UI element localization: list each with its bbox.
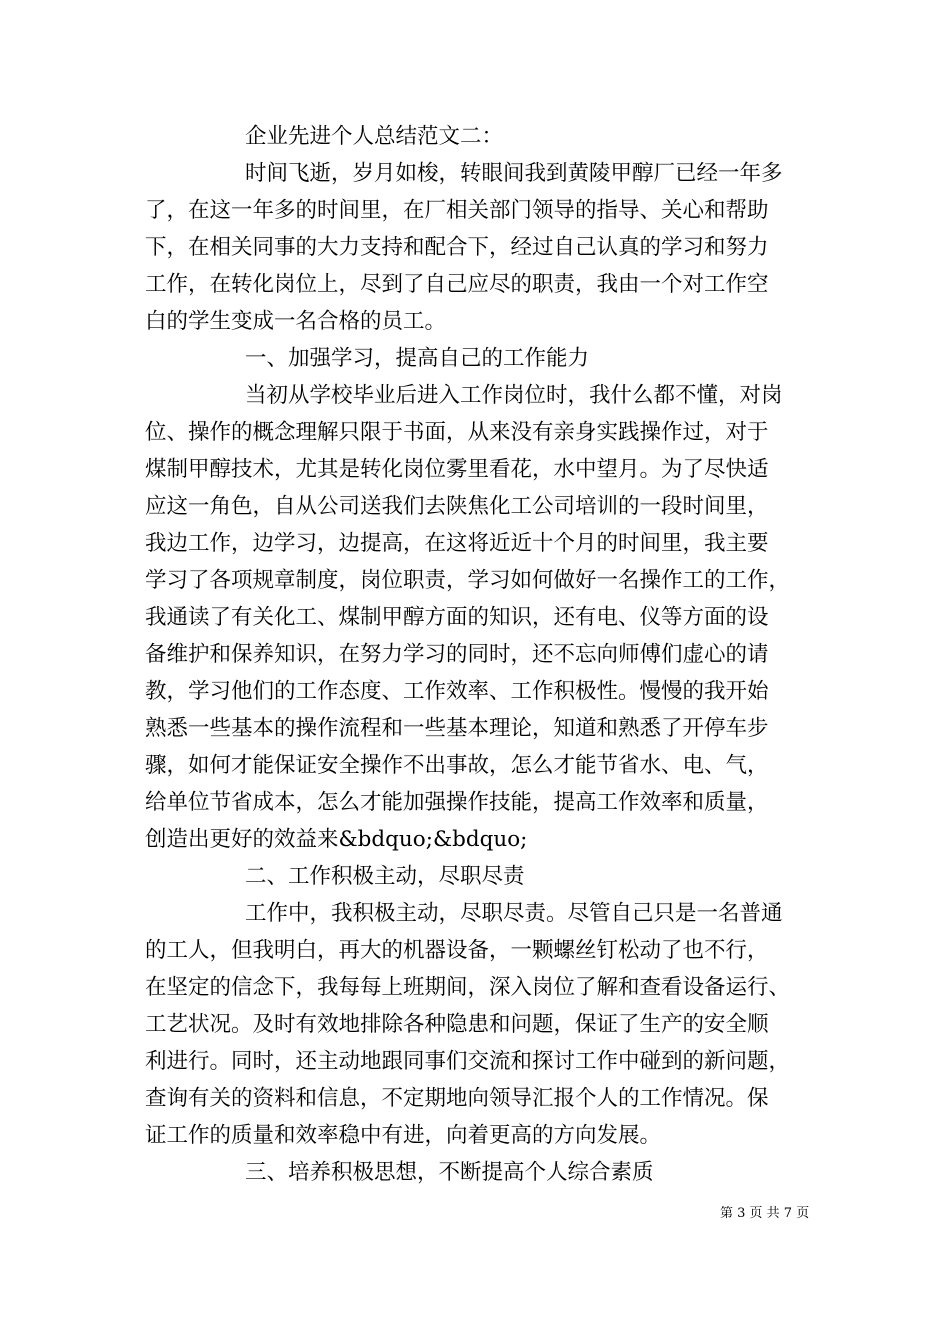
heading-two: 二、工作积极主动，尽职尽责 xyxy=(245,864,525,889)
paragraph-line: 熟悉一些基本的操作流程和一些基本理论，知道和熟悉了开停车步 xyxy=(145,716,769,741)
paragraph-line: 工作中，我积极主动，尽职尽责。尽管自己只是一名普通 xyxy=(245,901,783,926)
paragraph-line: 教，学习他们的工作态度、工作效率、工作积极性。慢慢的我开始 xyxy=(145,679,769,704)
paragraph-line: 我边工作，边学习，边提高，在这将近近十个月的时间里，我主要 xyxy=(145,531,769,556)
paragraph-line: 在坚定的信念下，我每每上班期间，深入岗位了解和查看设备运行、 xyxy=(145,975,791,1000)
paragraph-line: 给单位节省成本，怎么才能加强操作技能，提高工作效率和质量， xyxy=(145,790,769,815)
paragraph-line: 应这一角色，自从公司送我们去陕焦化工公司培训的一段时间里， xyxy=(145,494,769,519)
paragraph-line: 当初从学校毕业后进入工作岗位时，我什么都不懂，对岗 xyxy=(245,383,783,408)
paragraph-line: 我通读了有关化工、煤制甲醇方面的知识，还有电、仪等方面的设 xyxy=(145,605,769,630)
paragraph-line: 利进行。同时，还主动地跟同事们交流和探讨工作中碰到的新问题， xyxy=(145,1049,791,1074)
paragraph-line: 查询有关的资料和信息，不定期地向领导汇报个人的工作情况。保 xyxy=(145,1086,769,1111)
heading-one: 一、加强学习，提高自己的工作能力 xyxy=(245,346,590,371)
paragraph-line: 下，在相关同事的大力支持和配合下，经过自己认真的学习和努力 xyxy=(145,235,769,260)
paragraph-line: 煤制甲醇技术，尤其是转化岗位雾里看花，水中望月。为了尽快适 xyxy=(145,457,769,482)
paragraph-line: 了，在这一年多的时间里，在厂相关部门领导的指导、关心和帮助 xyxy=(145,198,769,223)
paragraph-line: 证工作的质量和效率稳中有进，向着更高的方向发展。 xyxy=(145,1123,662,1148)
paragraph-line: 位、操作的概念理解只限于书面，从来没有亲身实践操作过，对于 xyxy=(145,420,769,445)
paragraph-line: 工艺状况。及时有效地排除各种隐患和问题，保证了生产的安全顺 xyxy=(145,1012,769,1037)
paragraph-line: 白的学生变成一名合格的员工。 xyxy=(145,309,447,334)
paragraph-line: 创造出更好的效益来&bdquo;&bdquo; xyxy=(145,827,528,852)
paragraph-line: 备维护和保养知识，在努力学习的同时，还不忘向师傅们虚心的请 xyxy=(145,642,769,667)
paragraph-line: 骤，如何才能保证安全操作不出事故，怎么才能节省水、电、气， xyxy=(145,753,769,778)
section-title: 企业先进个人总结范文二： xyxy=(245,124,504,149)
paragraph-line: 工作，在转化岗位上，尽到了自己应尽的职责，我由一个对工作空 xyxy=(145,272,769,297)
paragraph-line: 时间飞逝，岁月如梭，转眼间我到黄陵甲醇厂已经一年多 xyxy=(245,161,783,186)
page-footer: 第 3 页 共 7 页 xyxy=(720,1206,810,1221)
heading-three: 三、培养积极思想，不断提高个人综合素质 xyxy=(245,1160,654,1185)
paragraph-line: 学习了各项规章制度，岗位职责，学习如何做好一名操作工的工作， xyxy=(145,568,791,593)
paragraph-line: 的工人，但我明白，再大的机器设备，一颗螺丝钉松动了也不行， xyxy=(145,938,769,963)
